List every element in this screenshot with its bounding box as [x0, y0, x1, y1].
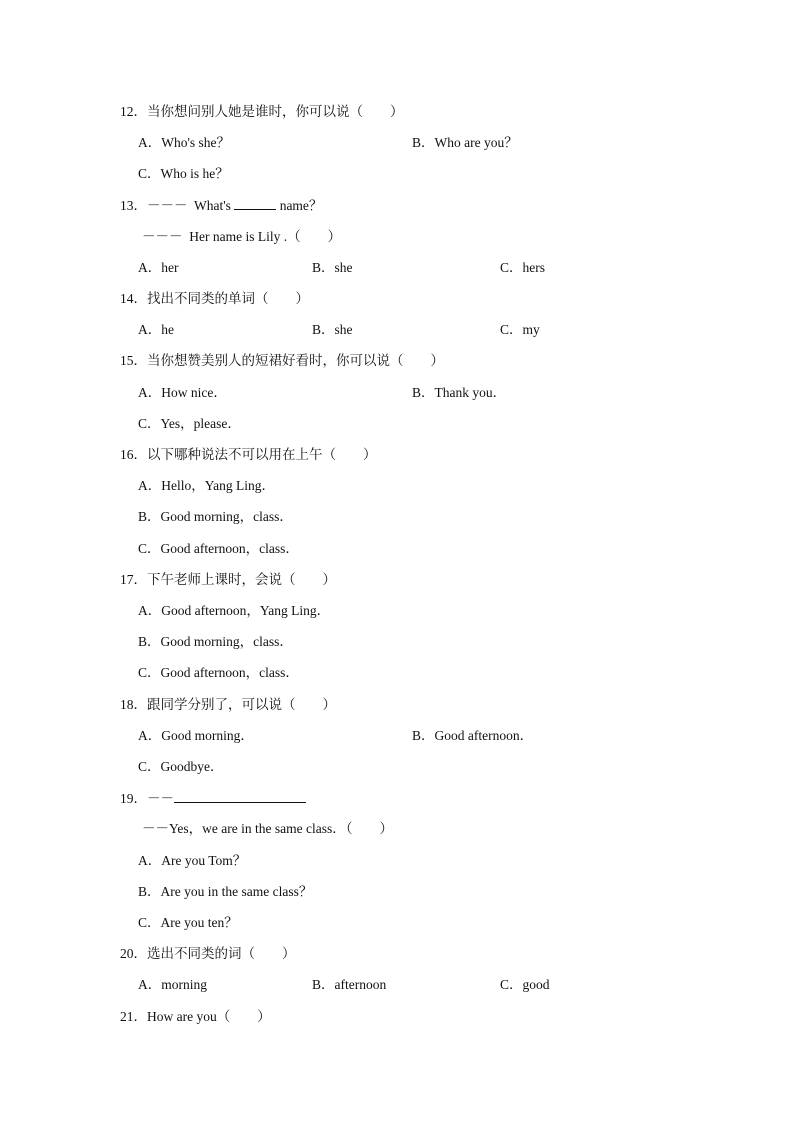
question-21-stem: 21．How are you（ ）	[120, 1009, 271, 1024]
question-13-stem	[120, 196, 322, 215]
answer-blank	[234, 196, 276, 210]
question-15-option-c: C．Yes，please．	[138, 416, 241, 431]
question-18-option-a: A．Good morning．	[138, 728, 254, 743]
question-19-option-b: B．Are you in the same class？	[138, 884, 313, 899]
question-20-option-b: B．afternoon	[312, 977, 387, 992]
question-16-option-b: B．Good morning，class．	[138, 509, 293, 524]
question-16-option-a: A．Hello，Yang Ling．	[138, 478, 276, 493]
question-19-stem	[120, 789, 306, 808]
question-12-stem: 12．当你想问别人她是谁时，你可以说（ ）	[120, 104, 404, 119]
question-15-option-a: A．How nice．	[138, 385, 227, 400]
question-17-stem: 17．下午老师上课时，会说（ ）	[120, 572, 336, 587]
question-13-option-a: A．her	[138, 260, 179, 275]
question-19-dialogue: －－Yes，we are in the same class．（ ）	[142, 821, 393, 836]
question-13-stem-end: name？	[276, 198, 323, 213]
question-15-option-b: B．Thank you．	[412, 385, 507, 400]
question-17-option-b: B．Good morning，class．	[138, 634, 293, 649]
question-20-option-c: C．good	[500, 977, 550, 992]
question-16-stem: 16．以下哪种说法不可以用在上午（ ）	[120, 447, 377, 462]
question-17-option-a: A．Good afternoon，Yang Ling．	[138, 603, 331, 618]
question-15-stem: 15．当你想赞美别人的短裙好看时，你可以说（ ）	[120, 353, 444, 368]
answer-blank	[174, 789, 306, 803]
question-13-option-c: C．hers	[500, 260, 545, 275]
question-14-option-a: A．he	[138, 322, 174, 337]
question-13-option-b: B．she	[312, 260, 353, 275]
question-20-option-a: A．morning	[138, 977, 207, 992]
question-12-option-b: B．Who are you？	[412, 135, 518, 150]
question-18-stem: 18．跟同学分别了，可以说（ ）	[120, 697, 336, 712]
question-13-stem-start: 13．－－－ What's	[120, 198, 235, 213]
question-19-stem-start: 19．－－	[120, 791, 174, 806]
question-14-stem: 14．找出不同类的单词（ ）	[120, 291, 309, 306]
question-18-option-c: C．Goodbye．	[138, 759, 224, 774]
question-14-option-c: C．my	[500, 322, 540, 337]
question-12-option-c: C．Who is he？	[138, 166, 229, 181]
question-14-option-b: B．she	[312, 322, 353, 337]
question-12-option-a: A．Who's she？	[138, 135, 231, 150]
question-19-option-c: C．Are you ten？	[138, 915, 238, 930]
question-18-option-b: B．Good afternoon．	[412, 728, 534, 743]
question-17-option-c: C．Good afternoon，class．	[138, 665, 299, 680]
question-16-option-c: C．Good afternoon，class．	[138, 541, 299, 556]
question-13-dialogue: －－－ Her name is Lily .（ ）	[142, 229, 342, 244]
question-20-stem: 20．选出不同类的词（ ）	[120, 946, 296, 961]
question-19-option-a: A．Are you Tom？	[138, 853, 247, 868]
